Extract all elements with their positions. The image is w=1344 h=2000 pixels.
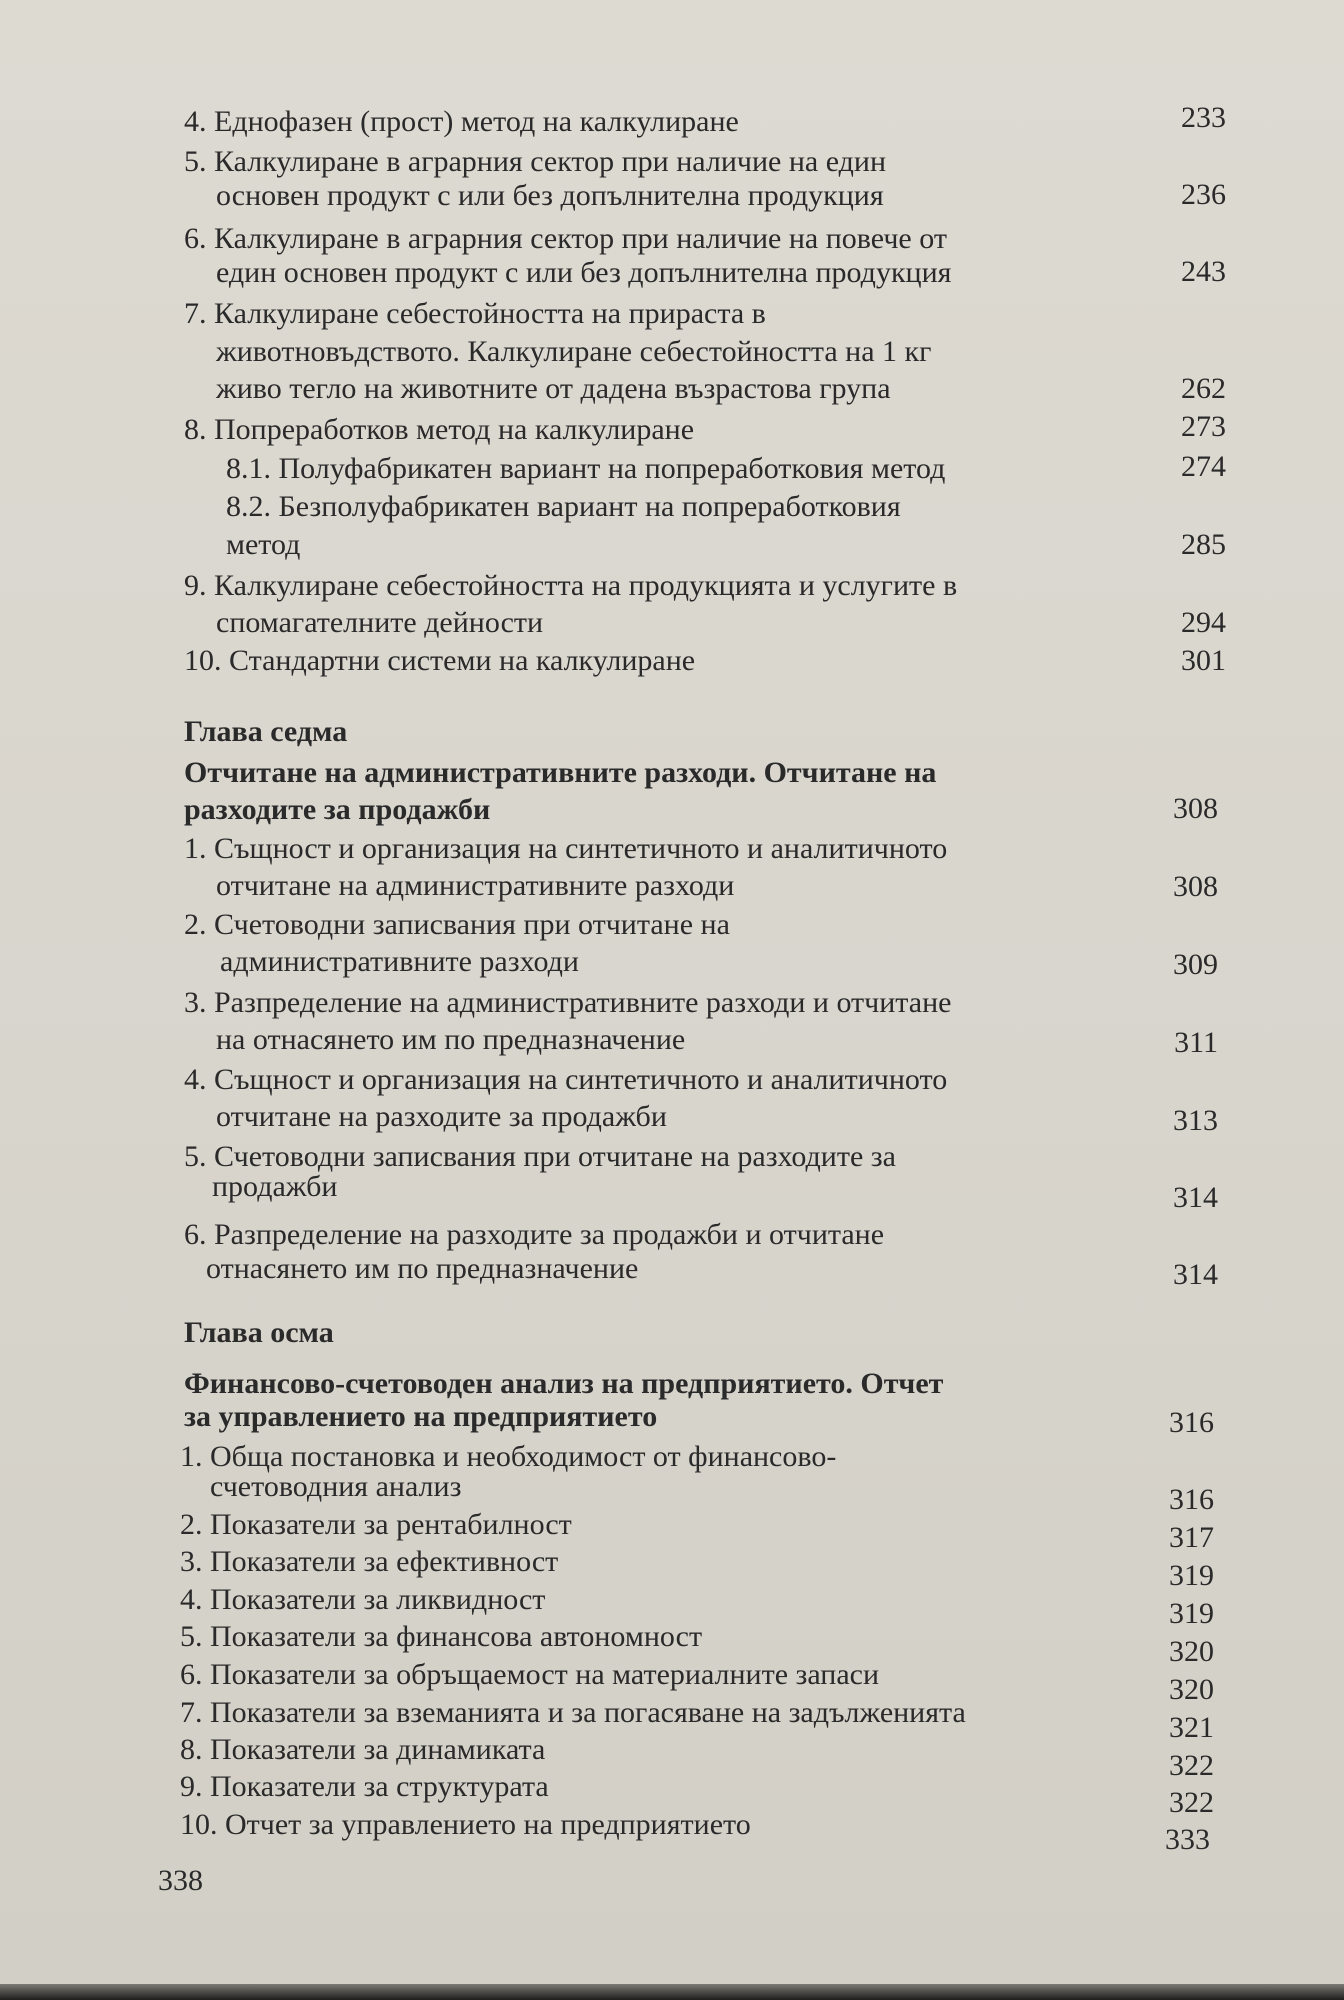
toc-page-number: 314 xyxy=(1173,1181,1218,1214)
toc-entry-text: основен продукт с или без допълнителна продукция xyxy=(216,179,884,212)
toc-page-number: 314 xyxy=(1173,1258,1218,1291)
toc-entry-text: 1. Обща постановка и необходимост от финансово- xyxy=(180,1440,837,1473)
toc-entry-text: 6. Разпределение на разходите за продажби и отчитане xyxy=(184,1218,885,1251)
toc-entry-text: продажби xyxy=(212,1170,338,1203)
toc-page-number: 316 xyxy=(1169,1483,1214,1516)
toc-entry-text: 4. Показатели за ликвидност xyxy=(180,1583,546,1616)
toc-entry-text: на отнасянето им по предназначение xyxy=(216,1023,686,1056)
toc-entry-text: 10. Стандартни системи на калкулиране xyxy=(184,644,696,677)
chapter-heading: Глава седма xyxy=(184,715,348,748)
toc-page-number: 308 xyxy=(1173,792,1218,825)
toc-entry-text: животновъдството. Калкулиране себестойността на 1 кг xyxy=(216,335,932,368)
toc-entry-text: 8. Попреработков метод на калкулиране xyxy=(184,413,695,446)
toc-entry-text: 5. Счетоводни записвания при отчитане на разходите за xyxy=(184,1140,896,1173)
toc-entry-text: 9. Калкулиране себестойността на продукцията и услугите в xyxy=(184,569,958,602)
toc-entry-text: 8.2. Безполуфабрикатен вариант на попреработковия xyxy=(226,490,901,523)
page-number: 338 xyxy=(158,1864,203,1897)
toc-entry-text: счетоводния анализ xyxy=(210,1470,462,1503)
toc-page-number: 273 xyxy=(1181,410,1226,443)
toc-page-number: 316 xyxy=(1169,1406,1214,1439)
toc-page-number: 320 xyxy=(1169,1635,1214,1668)
chapter-title: разходите за продажби xyxy=(184,793,491,826)
toc-page-number: 262 xyxy=(1181,372,1226,405)
toc-page-number: 333 xyxy=(1165,1823,1210,1856)
toc-entry-text: 10. Отчет за управлението на предприятието xyxy=(180,1808,751,1841)
toc-entry-text: 2. Счетоводни записвания при отчитане на xyxy=(184,908,730,941)
toc-entry-text: 7. Показатели за вземанията и за погасяване на задълженията xyxy=(180,1696,966,1729)
toc-entry-text: 6. Показатели за обръщаемост на материалните запаси xyxy=(180,1658,880,1691)
chapter-title: за управлението на предприятието xyxy=(184,1400,658,1433)
toc-page-number: 294 xyxy=(1181,606,1226,639)
toc-page-number: 309 xyxy=(1173,948,1218,981)
chapter-title: Отчитане на административните разходи. Отчитане на xyxy=(184,756,937,789)
toc-entry-text: 8.1. Полуфабрикатен вариант на попреработковия метод xyxy=(226,452,946,485)
chapter-title: Финансово-счетоводен анализ на предприятието. Отчет xyxy=(184,1367,944,1400)
toc-entry-text: метод xyxy=(226,528,301,561)
toc-page-number: 274 xyxy=(1181,450,1226,483)
toc-entry-text: един основен продукт с или без допълнителна продукция xyxy=(216,256,952,289)
toc-page-number: 311 xyxy=(1174,1026,1218,1059)
toc-page-number: 243 xyxy=(1181,255,1226,288)
toc-entry-text: 4. Същност и организация на синтетичното и аналитичното xyxy=(184,1063,948,1096)
chapter-heading: Глава осма xyxy=(184,1316,334,1349)
toc-entry-text: 5. Показатели за финансова автономност xyxy=(180,1620,703,1653)
toc-page-number: 236 xyxy=(1181,178,1226,211)
toc-entry-text: 2. Показатели за рентабилност xyxy=(180,1508,572,1541)
toc-entry-text: 3. Показатели за ефективност xyxy=(180,1545,559,1578)
toc-entry-text: 1. Същност и организация на синтетичното и аналитичното xyxy=(184,832,948,865)
toc-entry-text: спомагателните дейности xyxy=(216,606,544,639)
toc-entry-text: 6. Калкулиране в аграрния сектор при наличие на повече от xyxy=(184,222,947,255)
page-bottom-edge xyxy=(0,1984,1344,2000)
toc-entry-text: 4. Еднофазен (прост) метод на калкулиране xyxy=(184,105,739,138)
toc-page-number: 285 xyxy=(1181,528,1226,561)
toc-entry-text: 5. Калкулиране в аграрния сектор при наличие на един xyxy=(184,145,886,178)
toc-entry-text: отчитане на административните разходи xyxy=(216,869,735,902)
toc-entry-text: 9. Показатели за структурата xyxy=(180,1770,549,1803)
toc-entry-text: живо тегло на животните от дадена възрастова група xyxy=(216,372,891,405)
toc-page-number: 233 xyxy=(1181,101,1226,134)
toc-page-number: 322 xyxy=(1169,1749,1214,1782)
toc-entry-text: административните разходи xyxy=(220,945,579,978)
toc-page-number: 321 xyxy=(1169,1711,1214,1744)
toc-page-number: 319 xyxy=(1169,1559,1214,1592)
toc-entry-text: 3. Разпределение на административните разходи и отчитане xyxy=(184,986,952,1019)
toc-entry-text: отнасянето им по предназначение xyxy=(206,1252,639,1285)
toc-page-number: 319 xyxy=(1169,1597,1214,1630)
toc-entry-text: отчитане на разходите за продажби xyxy=(216,1100,667,1133)
toc-page-number: 308 xyxy=(1173,870,1218,903)
toc-entry-text: 8. Показатели за динамиката xyxy=(180,1733,546,1766)
toc-page-number: 313 xyxy=(1173,1104,1218,1137)
toc-page-number: 320 xyxy=(1169,1673,1214,1706)
toc-page-number: 317 xyxy=(1169,1521,1214,1554)
toc-page-number: 301 xyxy=(1181,644,1226,677)
toc-page-number: 322 xyxy=(1169,1786,1214,1819)
toc-entry-text: 7. Калкулиране себестойността на прираста в xyxy=(184,297,766,330)
